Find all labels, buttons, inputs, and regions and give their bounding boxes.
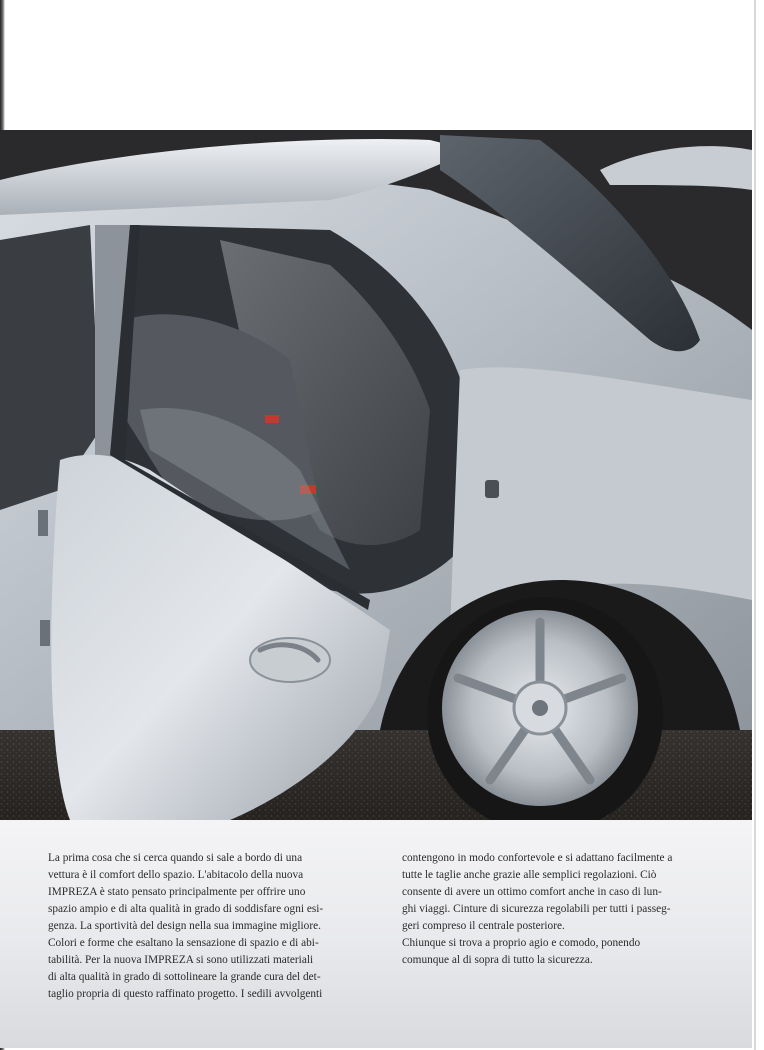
text-line: spazio ampio e di alta qualità in grado di soddisfare ogni esi- bbox=[48, 903, 324, 915]
article-column-right bbox=[402, 850, 724, 969]
text-line: di alta qualità in grado di sottolineare la grande cura del det- bbox=[48, 971, 321, 983]
article-column-left bbox=[48, 850, 366, 1003]
text-line: tabilità. Per la nuova IMPREZA si sono utilizzati materiali bbox=[48, 954, 314, 966]
text-line: ghi viaggi. Cinture di sicurezza regolabili per tutti i passeg- bbox=[402, 903, 671, 915]
car-rear-seat-photo bbox=[0, 130, 752, 820]
text-panel bbox=[0, 820, 752, 1048]
text-line: IMPREZA è stato pensato principalmente per offrire uno bbox=[48, 886, 306, 898]
text-line: vettura è il comfort dello spazio. L'abitacolo della nuova bbox=[48, 869, 304, 881]
text-line: taglio propria di questo raffinato progetto. I sedili avvolgenti bbox=[48, 988, 323, 1000]
text-line: Chiunque si trova a proprio agio e comodo, ponendo bbox=[402, 937, 641, 949]
text-line: Colori e forme che esaltano la sensazione di spazio e di abi- bbox=[48, 937, 319, 949]
text-line: tutte le taglie anche grazie alle semplici regolazioni. Ciò bbox=[402, 869, 657, 881]
text-line: genza. La sportività del design nella sua immagine migliore. bbox=[48, 920, 321, 932]
text-line: comunque al di sopra di tutto la sicurezza. bbox=[402, 954, 593, 966]
text-line: consente di avere un ottimo comfort anche in caso di lun- bbox=[402, 886, 662, 898]
text-line: geri compreso il centrale posteriore. bbox=[402, 920, 565, 932]
text-line: contengono in modo confortevole e si adattano facilmente a bbox=[402, 852, 673, 864]
page-right-edge bbox=[754, 0, 756, 1050]
text-line: La prima cosa che si cerca quando si sale a bordo di una bbox=[48, 852, 303, 864]
